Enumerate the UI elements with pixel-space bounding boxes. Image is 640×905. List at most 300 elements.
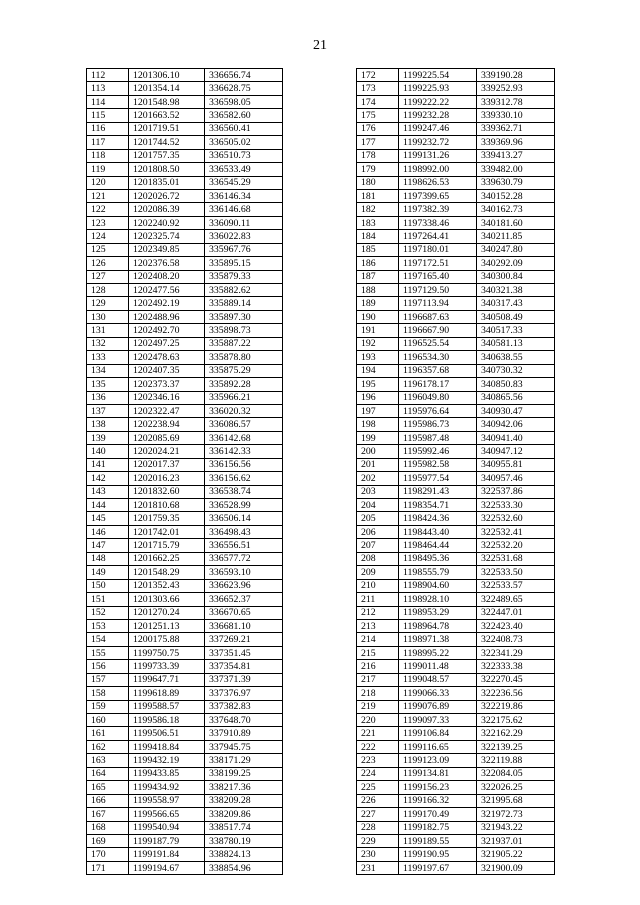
point-number-cell: 204: [357, 499, 399, 512]
point-number-cell: 135: [87, 378, 129, 391]
point-number-cell: 167: [87, 808, 129, 821]
point-number-cell: 130: [87, 310, 129, 323]
point-number-cell: 228: [357, 821, 399, 834]
y-coordinate-cell: 322175.62: [477, 714, 555, 727]
table-row: [357, 539, 555, 552]
point-number-cell: 142: [87, 472, 129, 485]
table-row: [357, 149, 555, 162]
x-coordinate-cell: 1202408.20: [129, 270, 205, 283]
y-coordinate-cell: 336656.74: [205, 69, 283, 82]
point-number-cell: 139: [87, 431, 129, 444]
point-number-cell: 199: [357, 431, 399, 444]
y-coordinate-cell: 340941.40: [477, 431, 555, 444]
y-coordinate-cell: 322532.20: [477, 539, 555, 552]
y-coordinate-cell: 336146.34: [205, 189, 283, 202]
table-row: [357, 834, 555, 847]
table-row: [87, 284, 283, 297]
x-coordinate-cell: 1202492.19: [129, 297, 205, 310]
y-coordinate-cell: 322531.68: [477, 552, 555, 565]
x-coordinate-cell: 1201303.66: [129, 593, 205, 606]
y-coordinate-cell: 336623.96: [205, 579, 283, 592]
table-row: [87, 660, 283, 673]
table-row: [357, 794, 555, 807]
table-row: [357, 714, 555, 727]
y-coordinate-cell: 336505.02: [205, 136, 283, 149]
y-coordinate-cell: 340947.12: [477, 445, 555, 458]
y-coordinate-cell: 339369.96: [477, 136, 555, 149]
x-coordinate-cell: 1199225.93: [399, 82, 477, 95]
point-number-cell: 216: [357, 660, 399, 673]
y-coordinate-cell: 336528.99: [205, 499, 283, 512]
y-coordinate-cell: 335898.73: [205, 324, 283, 337]
x-coordinate-cell: 1199433.85: [129, 767, 205, 780]
y-coordinate-cell: 339482.00: [477, 163, 555, 176]
table-row: [357, 284, 555, 297]
point-number-cell: 207: [357, 539, 399, 552]
table-row: [87, 485, 283, 498]
point-number-cell: 120: [87, 176, 129, 189]
table-row: [357, 69, 555, 82]
table-row: [357, 619, 555, 632]
point-number-cell: 116: [87, 122, 129, 135]
x-coordinate-cell: 1201808.50: [129, 163, 205, 176]
table-row: [357, 700, 555, 713]
y-coordinate-cell: 336545.29: [205, 176, 283, 189]
table-row: [87, 781, 283, 794]
point-number-cell: 223: [357, 754, 399, 767]
x-coordinate-cell: 1196687.63: [399, 310, 477, 323]
x-coordinate-cell: 1202240.92: [129, 216, 205, 229]
x-coordinate-cell: 1199156.23: [399, 781, 477, 794]
table-row: [87, 794, 283, 807]
table-row: [357, 418, 555, 431]
y-coordinate-cell: 340300.84: [477, 270, 555, 283]
point-number-cell: 203: [357, 485, 399, 498]
x-coordinate-cell: 1201352.43: [129, 579, 205, 592]
x-coordinate-cell: 1199066.33: [399, 687, 477, 700]
x-coordinate-cell: 1201832.60: [129, 485, 205, 498]
table-row: [357, 579, 555, 592]
y-coordinate-cell: 340152.28: [477, 189, 555, 202]
y-coordinate-cell: 335889.14: [205, 297, 283, 310]
table-row: [357, 109, 555, 122]
table-row: [357, 566, 555, 579]
point-number-cell: 193: [357, 351, 399, 364]
point-number-cell: 131: [87, 324, 129, 337]
x-coordinate-cell: 1201719.51: [129, 122, 205, 135]
y-coordinate-cell: 322489.65: [477, 593, 555, 606]
table-row: [357, 82, 555, 95]
table-row: [87, 189, 283, 202]
point-number-cell: 157: [87, 673, 129, 686]
table-row: [357, 646, 555, 659]
table-row: [87, 136, 283, 149]
y-coordinate-cell: 338209.28: [205, 794, 283, 807]
point-number-cell: 209: [357, 566, 399, 579]
point-number-cell: 115: [87, 109, 129, 122]
point-number-cell: 160: [87, 714, 129, 727]
table-row: [87, 391, 283, 404]
y-coordinate-cell: 336086.57: [205, 418, 283, 431]
y-coordinate-cell: 339413.27: [477, 149, 555, 162]
table-row: [87, 257, 283, 270]
table-row: [357, 633, 555, 646]
table-row: [357, 364, 555, 377]
y-coordinate-cell: 322532.60: [477, 512, 555, 525]
y-coordinate-cell: 322333.38: [477, 660, 555, 673]
y-coordinate-cell: 340730.32: [477, 364, 555, 377]
table-row: [87, 351, 283, 364]
table-row: [87, 122, 283, 135]
point-number-cell: 113: [87, 82, 129, 95]
point-number-cell: 192: [357, 337, 399, 350]
table-row: [87, 499, 283, 512]
x-coordinate-cell: 1199194.67: [129, 861, 205, 874]
y-coordinate-cell: 336142.33: [205, 445, 283, 458]
point-number-cell: 201: [357, 458, 399, 471]
x-coordinate-cell: 1199116.65: [399, 740, 477, 753]
table-row: [87, 848, 283, 861]
x-coordinate-cell: 1199166.32: [399, 794, 477, 807]
table-row: [87, 539, 283, 552]
x-coordinate-cell: 1197399.65: [399, 189, 477, 202]
x-coordinate-cell: 1202477.56: [129, 284, 205, 297]
y-coordinate-cell: 335897.30: [205, 310, 283, 323]
x-coordinate-cell: 1199097.33: [399, 714, 477, 727]
y-coordinate-cell: 337351.45: [205, 646, 283, 659]
x-coordinate-cell: 1198354.71: [399, 499, 477, 512]
y-coordinate-cell: 339190.28: [477, 69, 555, 82]
x-coordinate-cell: 1198904.60: [399, 579, 477, 592]
point-number-cell: 224: [357, 767, 399, 780]
y-coordinate-cell: 322219.86: [477, 700, 555, 713]
table-row: [87, 834, 283, 847]
x-coordinate-cell: 1196534.30: [399, 351, 477, 364]
y-coordinate-cell: 336020.32: [205, 404, 283, 417]
table-row: [87, 619, 283, 632]
x-coordinate-cell: 1202017.37: [129, 458, 205, 471]
point-number-cell: 218: [357, 687, 399, 700]
table-row: [87, 552, 283, 565]
point-number-cell: 226: [357, 794, 399, 807]
point-number-cell: 145: [87, 512, 129, 525]
point-number-cell: 188: [357, 284, 399, 297]
point-number-cell: 214: [357, 633, 399, 646]
x-coordinate-cell: 1202238.94: [129, 418, 205, 431]
y-coordinate-cell: 339630.79: [477, 176, 555, 189]
x-coordinate-cell: 1197113.94: [399, 297, 477, 310]
table-row: [357, 122, 555, 135]
x-coordinate-cell: 1195976.64: [399, 404, 477, 417]
x-coordinate-cell: 1198495.36: [399, 552, 477, 565]
table-row: [357, 230, 555, 243]
x-coordinate-cell: 1201715.79: [129, 539, 205, 552]
x-coordinate-cell: 1197165.40: [399, 270, 477, 283]
table-row: [87, 767, 283, 780]
y-coordinate-cell: 322537.86: [477, 485, 555, 498]
x-coordinate-cell: 1202016.23: [129, 472, 205, 485]
x-coordinate-cell: 1198964.78: [399, 619, 477, 632]
table-row: [87, 324, 283, 337]
x-coordinate-cell: 1199586.18: [129, 714, 205, 727]
point-number-cell: 231: [357, 861, 399, 874]
x-coordinate-cell: 1195992.46: [399, 445, 477, 458]
point-number-cell: 205: [357, 512, 399, 525]
coordinates-table-left: [86, 68, 283, 875]
y-coordinate-cell: 321937.01: [477, 834, 555, 847]
x-coordinate-cell: 1202373.37: [129, 378, 205, 391]
point-number-cell: 125: [87, 243, 129, 256]
point-number-cell: 196: [357, 391, 399, 404]
x-coordinate-cell: 1198424.36: [399, 512, 477, 525]
table-row: [87, 472, 283, 485]
y-coordinate-cell: 337269.21: [205, 633, 283, 646]
x-coordinate-cell: 1201810.68: [129, 499, 205, 512]
table-row: [357, 512, 555, 525]
table-row: [357, 687, 555, 700]
coordinates-table-right: [356, 68, 555, 875]
y-coordinate-cell: 322532.41: [477, 525, 555, 538]
table-row: [87, 525, 283, 538]
point-number-cell: 138: [87, 418, 129, 431]
x-coordinate-cell: 1202376.58: [129, 257, 205, 270]
table-row: [87, 445, 283, 458]
x-coordinate-cell: 1199187.79: [129, 834, 205, 847]
table-row: [87, 95, 283, 108]
table-row: [87, 566, 283, 579]
table-row: [357, 337, 555, 350]
table-row: [357, 606, 555, 619]
x-coordinate-cell: 1201744.52: [129, 136, 205, 149]
point-number-cell: 175: [357, 109, 399, 122]
x-coordinate-cell: 1202086.39: [129, 203, 205, 216]
point-number-cell: 156: [87, 660, 129, 673]
y-coordinate-cell: 322533.57: [477, 579, 555, 592]
point-number-cell: 180: [357, 176, 399, 189]
table-row: [357, 203, 555, 216]
y-coordinate-cell: 322447.01: [477, 606, 555, 619]
x-coordinate-cell: 1198443.40: [399, 525, 477, 538]
point-number-cell: 140: [87, 445, 129, 458]
y-coordinate-cell: 336510.73: [205, 149, 283, 162]
table-row: [87, 431, 283, 444]
table-row: [357, 499, 555, 512]
y-coordinate-cell: 336506.14: [205, 512, 283, 525]
y-coordinate-cell: 340955.81: [477, 458, 555, 471]
table-row: [357, 767, 555, 780]
x-coordinate-cell: 1202492.70: [129, 324, 205, 337]
y-coordinate-cell: 340162.73: [477, 203, 555, 216]
y-coordinate-cell: 335882.62: [205, 284, 283, 297]
y-coordinate-cell: 322026.25: [477, 781, 555, 794]
x-coordinate-cell: 1199588.57: [129, 700, 205, 713]
x-coordinate-cell: 1199750.75: [129, 646, 205, 659]
table-row: [357, 176, 555, 189]
y-coordinate-cell: 336090.11: [205, 216, 283, 229]
x-coordinate-cell: 1199733.39: [129, 660, 205, 673]
y-coordinate-cell: 338217.36: [205, 781, 283, 794]
x-coordinate-cell: 1201270.24: [129, 606, 205, 619]
x-coordinate-cell: 1199182.75: [399, 821, 477, 834]
point-number-cell: 194: [357, 364, 399, 377]
point-number-cell: 198: [357, 418, 399, 431]
y-coordinate-cell: 340317.43: [477, 297, 555, 310]
x-coordinate-cell: 1202024.21: [129, 445, 205, 458]
table-row: [357, 673, 555, 686]
point-number-cell: 197: [357, 404, 399, 417]
point-number-cell: 227: [357, 808, 399, 821]
y-coordinate-cell: 322423.40: [477, 619, 555, 632]
table-row: [87, 149, 283, 162]
point-number-cell: 161: [87, 727, 129, 740]
y-coordinate-cell: 335875.29: [205, 364, 283, 377]
y-coordinate-cell: 338199.25: [205, 767, 283, 780]
table-row: [357, 525, 555, 538]
table-row: [87, 579, 283, 592]
table-row: [357, 552, 555, 565]
point-number-cell: 230: [357, 848, 399, 861]
x-coordinate-cell: 1198992.00: [399, 163, 477, 176]
table-row: [357, 95, 555, 108]
point-number-cell: 222: [357, 740, 399, 753]
y-coordinate-cell: 337376.97: [205, 687, 283, 700]
x-coordinate-cell: 1197382.39: [399, 203, 477, 216]
table-row: [357, 257, 555, 270]
x-coordinate-cell: 1201835.01: [129, 176, 205, 189]
y-coordinate-cell: 336142.68: [205, 431, 283, 444]
table-row: [357, 378, 555, 391]
x-coordinate-cell: 1198995.22: [399, 646, 477, 659]
y-coordinate-cell: 322119.88: [477, 754, 555, 767]
point-number-cell: 182: [357, 203, 399, 216]
table-row: [87, 404, 283, 417]
point-number-cell: 153: [87, 619, 129, 632]
point-number-cell: 174: [357, 95, 399, 108]
y-coordinate-cell: 339312.78: [477, 95, 555, 108]
point-number-cell: 149: [87, 566, 129, 579]
x-coordinate-cell: 1199191.84: [129, 848, 205, 861]
point-number-cell: 229: [357, 834, 399, 847]
point-number-cell: 186: [357, 257, 399, 270]
point-number-cell: 168: [87, 821, 129, 834]
table-row: [87, 109, 283, 122]
point-number-cell: 178: [357, 149, 399, 162]
x-coordinate-cell: 1199190.95: [399, 848, 477, 861]
x-coordinate-cell: 1199647.71: [129, 673, 205, 686]
y-coordinate-cell: 340321.38: [477, 284, 555, 297]
x-coordinate-cell: 1199618.89: [129, 687, 205, 700]
y-coordinate-cell: 336577.72: [205, 552, 283, 565]
x-coordinate-cell: 1199558.97: [129, 794, 205, 807]
y-coordinate-cell: 335892.28: [205, 378, 283, 391]
point-number-cell: 134: [87, 364, 129, 377]
table-row: [357, 216, 555, 229]
x-coordinate-cell: 1202407.35: [129, 364, 205, 377]
table-row: [87, 163, 283, 176]
x-coordinate-cell: 1196049.80: [399, 391, 477, 404]
y-coordinate-cell: 322084.05: [477, 767, 555, 780]
x-coordinate-cell: 1201548.98: [129, 95, 205, 108]
point-number-cell: 162: [87, 740, 129, 753]
point-number-cell: 181: [357, 189, 399, 202]
x-coordinate-cell: 1199106.84: [399, 727, 477, 740]
y-coordinate-cell: 340247.80: [477, 243, 555, 256]
point-number-cell: 169: [87, 834, 129, 847]
point-number-cell: 211: [357, 593, 399, 606]
x-coordinate-cell: 1196178.17: [399, 378, 477, 391]
x-coordinate-cell: 1199506.51: [129, 727, 205, 740]
point-number-cell: 148: [87, 552, 129, 565]
x-coordinate-cell: 1201742.01: [129, 525, 205, 538]
y-coordinate-cell: 339362.71: [477, 122, 555, 135]
point-number-cell: 155: [87, 646, 129, 659]
y-coordinate-cell: 321905.22: [477, 848, 555, 861]
x-coordinate-cell: 1199434.92: [129, 781, 205, 794]
x-coordinate-cell: 1197172.51: [399, 257, 477, 270]
y-coordinate-cell: 340638.55: [477, 351, 555, 364]
y-coordinate-cell: 336538.74: [205, 485, 283, 498]
y-coordinate-cell: 337910.89: [205, 727, 283, 740]
y-coordinate-cell: 336156.62: [205, 472, 283, 485]
y-coordinate-cell: 340930.47: [477, 404, 555, 417]
point-number-cell: 191: [357, 324, 399, 337]
table-row: [357, 808, 555, 821]
table-row: [357, 310, 555, 323]
point-number-cell: 212: [357, 606, 399, 619]
x-coordinate-cell: 1196357.68: [399, 364, 477, 377]
x-coordinate-cell: 1197180.01: [399, 243, 477, 256]
point-number-cell: 114: [87, 95, 129, 108]
point-number-cell: 159: [87, 700, 129, 713]
table-row: [357, 821, 555, 834]
table-row: [87, 633, 283, 646]
y-coordinate-cell: 336533.49: [205, 163, 283, 176]
y-coordinate-cell: 338854.96: [205, 861, 283, 874]
point-number-cell: 146: [87, 525, 129, 538]
table-row: [87, 310, 283, 323]
point-number-cell: 219: [357, 700, 399, 713]
y-coordinate-cell: 337371.39: [205, 673, 283, 686]
y-coordinate-cell: 338171.29: [205, 754, 283, 767]
point-number-cell: 137: [87, 404, 129, 417]
point-number-cell: 143: [87, 485, 129, 498]
x-coordinate-cell: 1199197.67: [399, 861, 477, 874]
point-number-cell: 118: [87, 149, 129, 162]
x-coordinate-cell: 1195986.73: [399, 418, 477, 431]
y-coordinate-cell: 336146.68: [205, 203, 283, 216]
x-coordinate-cell: 1202322.47: [129, 404, 205, 417]
y-coordinate-cell: 340942.06: [477, 418, 555, 431]
table-row: [87, 378, 283, 391]
table-row: [87, 176, 283, 189]
table-row: [87, 821, 283, 834]
y-coordinate-cell: 322270.45: [477, 673, 555, 686]
y-coordinate-cell: 322162.29: [477, 727, 555, 740]
x-coordinate-cell: 1199011.48: [399, 660, 477, 673]
point-number-cell: 225: [357, 781, 399, 794]
point-number-cell: 147: [87, 539, 129, 552]
table-row: [357, 136, 555, 149]
y-coordinate-cell: 335966.21: [205, 391, 283, 404]
x-coordinate-cell: 1201757.35: [129, 149, 205, 162]
y-coordinate-cell: 336628.75: [205, 82, 283, 95]
table-row: [357, 163, 555, 176]
x-coordinate-cell: 1199540.94: [129, 821, 205, 834]
point-number-cell: 206: [357, 525, 399, 538]
y-coordinate-cell: 335878.80: [205, 351, 283, 364]
y-coordinate-cell: 336022.83: [205, 230, 283, 243]
point-number-cell: 163: [87, 754, 129, 767]
